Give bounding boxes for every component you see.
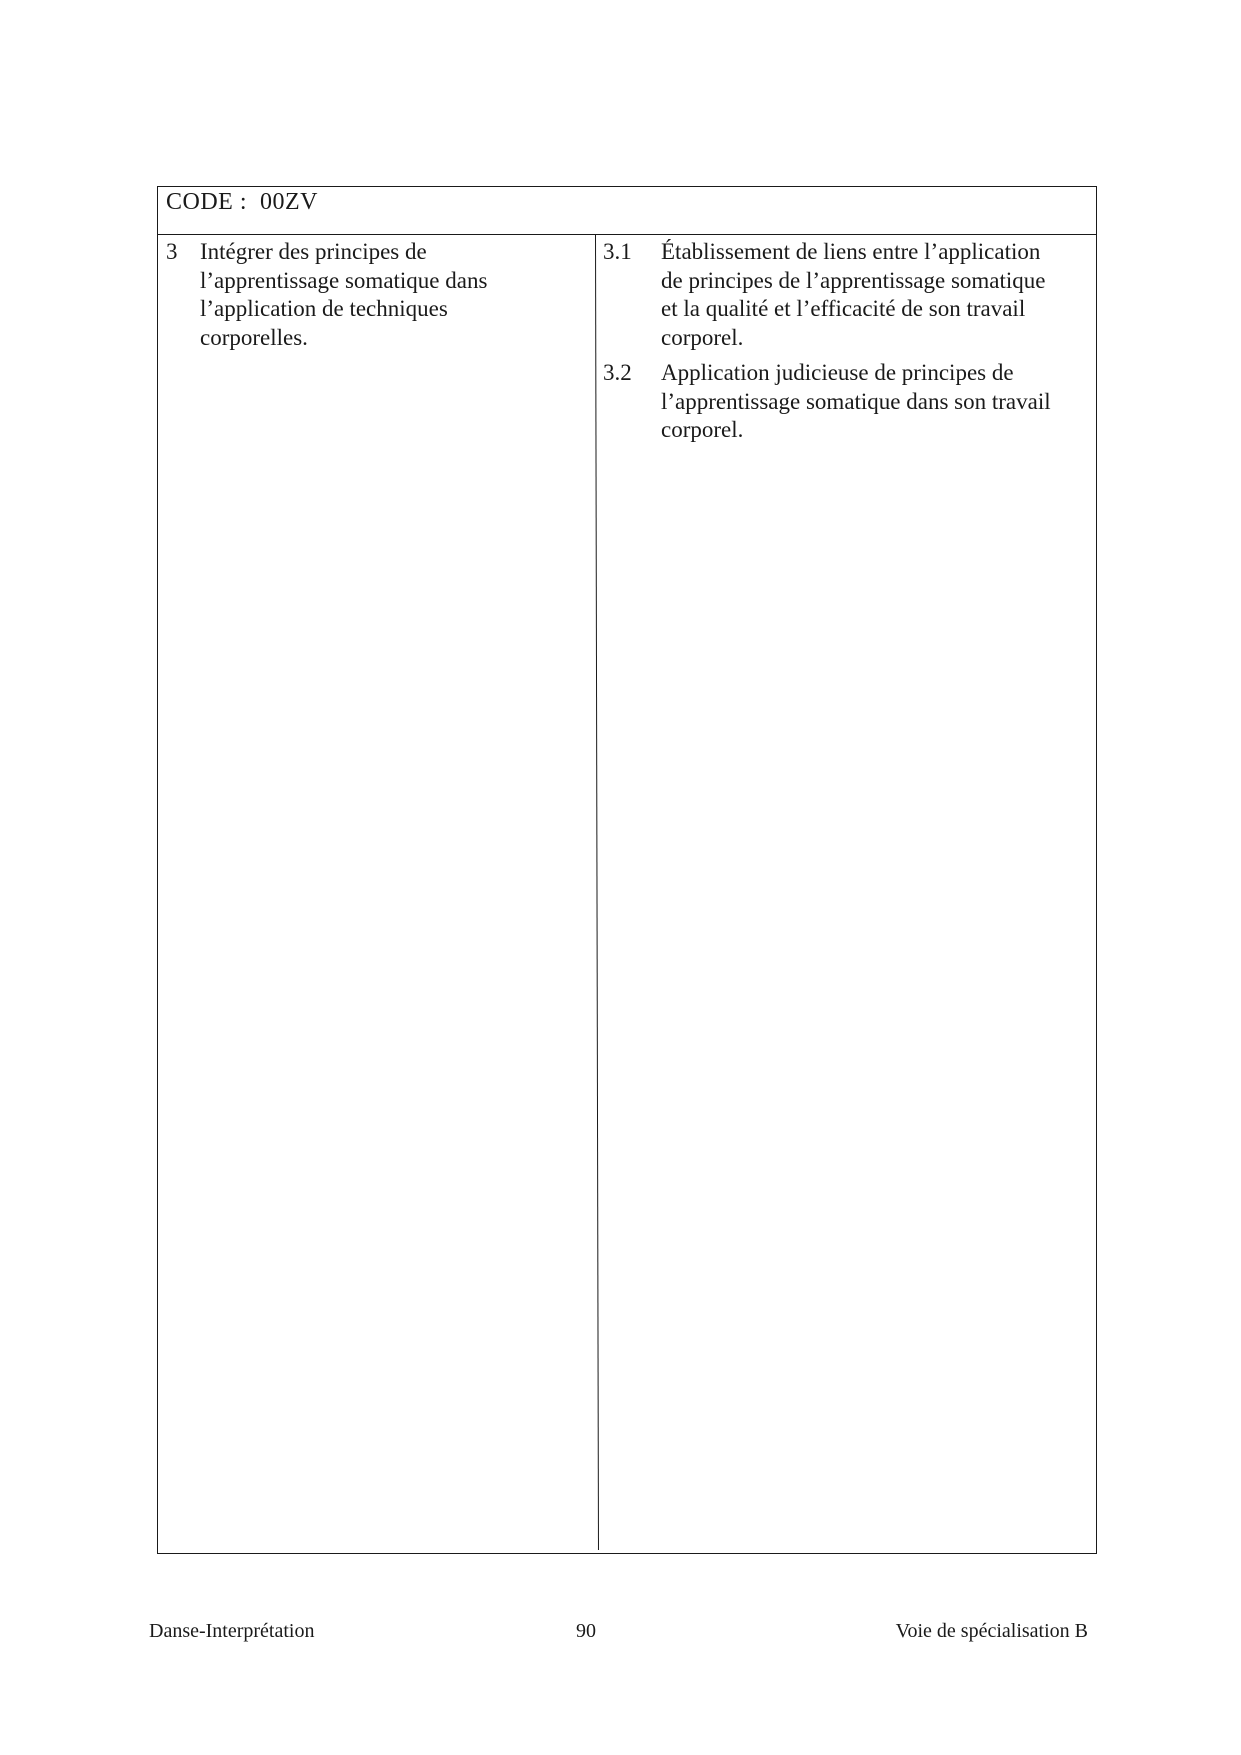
competency-element-cell — [166, 238, 586, 359]
criterion-item — [603, 359, 1093, 445]
criterion-number: 3.2 — [603, 360, 632, 385]
column-divider — [595, 235, 599, 1550]
element-number: 3 — [166, 239, 178, 264]
criterion-number: 3.1 — [603, 239, 632, 264]
criterion-item — [603, 238, 1093, 352]
element-text: Intégrer des principes de l’apprentissage somatique dans l’application de techniques corporelles. — [200, 239, 488, 350]
page-number-text: 90 — [576, 1620, 596, 1642]
performance-criteria-cell — [603, 238, 1093, 452]
code-value: 00ZV — [260, 189, 318, 215]
competency-table — [157, 186, 1097, 1554]
footer-specialization: Voie de spécialisation B — [895, 1620, 1088, 1642]
code-label: CODE : — [166, 189, 247, 215]
footer-program-name: Danse-Interprétation — [149, 1620, 315, 1642]
criterion-text: Établissement de liens entre l’application de principes de l’apprentissage somatique et la qualité et l’efficacité de son travail corporel. — [661, 239, 1046, 350]
competency-element — [166, 238, 586, 352]
criterion-text: Application judicieuse de principes de l’apprentissage somatique dans son travail corporel. — [661, 360, 1051, 442]
code-header — [158, 187, 1096, 235]
